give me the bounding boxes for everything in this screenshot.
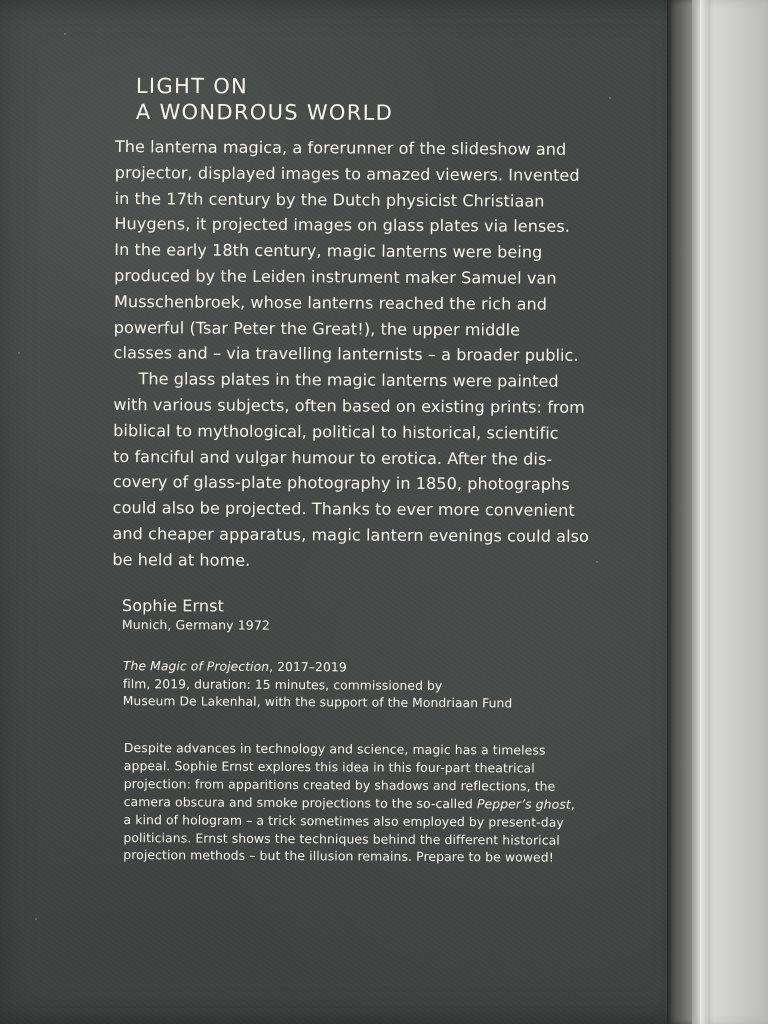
description-line-4 <box>124 793 594 814</box>
artist-name: Sophie Ernst <box>121 596 224 616</box>
work-title: The Magic of Projection <box>122 659 270 674</box>
body-line-13: to fanciful and vulgar humour to erotica. After the dis- <box>112 446 553 469</box>
panel-heading <box>136 73 596 126</box>
work-commission-line: Museum De Lakenhal, with the support of the Mondriaan Fund <box>122 693 513 711</box>
description-line-5: a kind of hologram – a trick sometimes also employed by present-day <box>123 811 564 830</box>
body-line-8: powerful (Tsar Peter the Great!), the upper middle <box>113 317 521 340</box>
peppers-ghost-term: Pepper’s ghost <box>476 795 571 812</box>
body-line-9: classes and – via travelling lanternists – a broader public. <box>113 343 579 366</box>
heading-line-2: A WONDROUS WORLD <box>135 99 394 125</box>
wall-strip <box>692 0 768 1024</box>
description-line-4-end: , <box>570 796 575 812</box>
description-line-7: projection methods – but the illusion remains. Prepare to be wowed! <box>123 847 554 866</box>
body-line-11: with various subjects, often based on existing prints: from <box>113 394 585 417</box>
panel-speck <box>609 97 611 99</box>
body-line-15: could also be projected. Thanks to ever more convenient <box>112 498 575 520</box>
body-line-14: covery of glass-plate photography in 1850, photographs <box>112 472 570 495</box>
heading-line-1: LIGHT ON <box>135 73 249 99</box>
description-line-6: politicians. Ernst shows the techniques behind the different historical <box>123 829 560 848</box>
artwork-description <box>123 739 594 867</box>
work-title-line <box>123 658 563 678</box>
work-date: , 2017–2019 <box>269 659 347 675</box>
artist-credit <box>122 596 552 636</box>
body-line-6: produced by the Leiden instrument maker Samuel van <box>114 265 557 288</box>
work-details <box>123 658 563 713</box>
body-line-10: The glass plates in the magic lanterns were painted <box>138 369 559 391</box>
panel-speck <box>64 33 66 35</box>
intro-body-copy <box>112 134 590 575</box>
panel-speck <box>18 352 20 354</box>
panel-speck <box>35 918 37 920</box>
description-line-4-start: camera obscura and smoke projections to the so-called <box>123 793 478 811</box>
body-line-16: and cheaper apparatus, magic lantern evenings could also <box>112 523 590 546</box>
description-line-3: projection: from apparitions created by shadows and reflections, the <box>123 775 556 794</box>
work-format-line: film, 2019, duration: 15 minutes, commissioned by <box>122 676 443 693</box>
panel-edge <box>667 0 693 1024</box>
artist-origin: Munich, Germany 1972 <box>121 616 271 633</box>
body-line-2: projector, displayed images to amazed viewers. Invented <box>114 162 580 185</box>
body-line-1: The lanterna magica, a forerunner of the slideshow and <box>114 136 567 159</box>
body-line-4: Huygens, it projected images on glass plates via lenses. <box>114 214 571 237</box>
panel-speck <box>596 561 598 563</box>
body-line-12: biblical to mythological, political to historical, scientific <box>113 420 559 443</box>
description-line-2: appeal. Sophie Ernst explores this idea in this four-part theatrical <box>123 757 535 776</box>
body-line-5: In the early 18th century, magic lanterns were being <box>114 240 543 262</box>
body-line-3: in the 17th century by the Dutch physicist Christiaan <box>114 188 545 211</box>
body-line-7: Musschenbroek, whose lanterns reached the rich and <box>113 291 548 314</box>
body-line-17: be held at home. <box>112 549 251 570</box>
description-line-1: Despite advances in technology and science, magic has a timeless <box>123 740 546 758</box>
